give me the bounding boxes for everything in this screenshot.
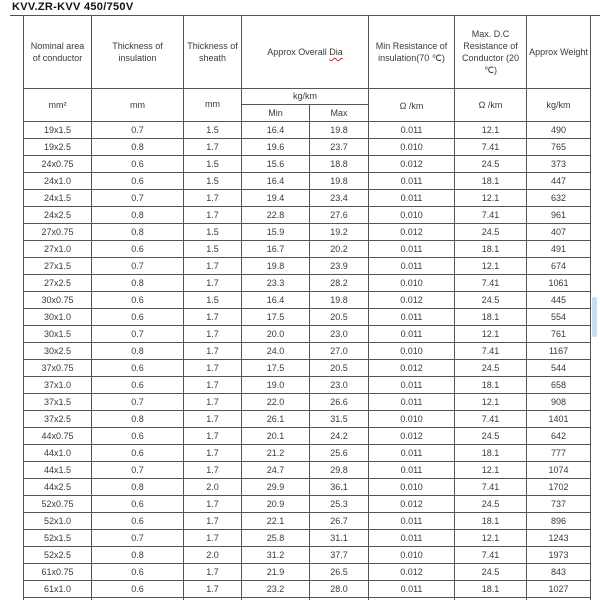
cell: 19.4 bbox=[242, 190, 310, 207]
cell: 0.010 bbox=[369, 547, 455, 564]
cell: 0.7 bbox=[92, 462, 184, 479]
table-row bbox=[24, 360, 591, 377]
cell: 44x2.5 bbox=[24, 479, 92, 496]
cell: 1.5 bbox=[184, 122, 242, 139]
cell: 18.1 bbox=[455, 241, 527, 258]
cell: 18.1 bbox=[455, 309, 527, 326]
cell: 1.7 bbox=[184, 377, 242, 394]
cell: 658 bbox=[527, 377, 591, 394]
cell: 31.5 bbox=[310, 411, 369, 428]
cell: 19.8 bbox=[310, 173, 369, 190]
cell: 24.5 bbox=[455, 156, 527, 173]
table-row bbox=[24, 207, 591, 224]
header-row bbox=[24, 16, 591, 89]
cell: 19.6 bbox=[242, 139, 310, 156]
header-insulation-thickness: Thickness of insulation bbox=[92, 16, 184, 89]
table-row bbox=[24, 462, 591, 479]
header-overall-dia-text: Approx Overall bbox=[267, 46, 327, 57]
unit-weight: kg/km bbox=[527, 89, 591, 122]
cell: 24.7 bbox=[242, 462, 310, 479]
cell: 17.5 bbox=[242, 309, 310, 326]
cell: 1.7 bbox=[184, 513, 242, 530]
cell: 1061 bbox=[527, 275, 591, 292]
cell: 407 bbox=[527, 224, 591, 241]
cell: 0.6 bbox=[92, 513, 184, 530]
table-row bbox=[24, 547, 591, 564]
cell: 0.012 bbox=[369, 360, 455, 377]
cell: 737 bbox=[527, 496, 591, 513]
cell: 1.7 bbox=[184, 207, 242, 224]
cell: 17.5 bbox=[242, 360, 310, 377]
cell: 0.012 bbox=[369, 292, 455, 309]
cell: 0.8 bbox=[92, 275, 184, 292]
cell: 12.1 bbox=[455, 258, 527, 275]
cell: 0.6 bbox=[92, 156, 184, 173]
cell: 61x0.75 bbox=[24, 564, 92, 581]
cell: 0.011 bbox=[369, 258, 455, 275]
cell: 0.011 bbox=[369, 173, 455, 190]
cell: 0.6 bbox=[92, 581, 184, 598]
cell: 1.7 bbox=[184, 445, 242, 462]
cell: 23.7 bbox=[310, 139, 369, 156]
cell: 1027 bbox=[527, 581, 591, 598]
cell: 0.010 bbox=[369, 343, 455, 360]
cell: 19x2.5 bbox=[24, 139, 92, 156]
cell: 1.5 bbox=[184, 173, 242, 190]
cell: 18.8 bbox=[310, 156, 369, 173]
cell: 1.7 bbox=[184, 530, 242, 547]
cell: 24.5 bbox=[455, 224, 527, 241]
table-row bbox=[24, 377, 591, 394]
cell: 0.6 bbox=[92, 309, 184, 326]
cell: 0.011 bbox=[369, 377, 455, 394]
cell: 1.5 bbox=[184, 292, 242, 309]
cell: 0.010 bbox=[369, 411, 455, 428]
cell: 20.9 bbox=[242, 496, 310, 513]
cell: 23.9 bbox=[310, 258, 369, 275]
cell: 7.41 bbox=[455, 479, 527, 496]
cell: 1243 bbox=[527, 530, 591, 547]
table-row bbox=[24, 190, 591, 207]
cell: 18.1 bbox=[455, 581, 527, 598]
table-body bbox=[24, 122, 591, 598]
cell: 22.8 bbox=[242, 207, 310, 224]
cell: 0.010 bbox=[369, 207, 455, 224]
cell: 16.7 bbox=[242, 241, 310, 258]
cell: 0.8 bbox=[92, 207, 184, 224]
unit-nominal-area: mm² bbox=[24, 89, 92, 122]
cell: 373 bbox=[527, 156, 591, 173]
cell: 24.5 bbox=[455, 292, 527, 309]
cell: 7.41 bbox=[455, 547, 527, 564]
cell: 37x2.5 bbox=[24, 411, 92, 428]
cell: 490 bbox=[527, 122, 591, 139]
cell: 1.7 bbox=[184, 394, 242, 411]
cell: 0.6 bbox=[92, 360, 184, 377]
cell: 24.5 bbox=[455, 360, 527, 377]
cell: 896 bbox=[527, 513, 591, 530]
cell: 27x1.0 bbox=[24, 241, 92, 258]
cell: 632 bbox=[527, 190, 591, 207]
cell: 12.1 bbox=[455, 190, 527, 207]
cell: 1.7 bbox=[184, 496, 242, 513]
cell: 0.011 bbox=[369, 581, 455, 598]
cell: 37x0.75 bbox=[24, 360, 92, 377]
unit-overall-dia: kg/km bbox=[242, 89, 369, 105]
cell: 20.5 bbox=[310, 360, 369, 377]
cell: 19.2 bbox=[310, 224, 369, 241]
cell: 1.7 bbox=[184, 462, 242, 479]
table-row bbox=[24, 258, 591, 275]
cell: 24.5 bbox=[455, 564, 527, 581]
cell: 1.5 bbox=[184, 241, 242, 258]
cell: 1.5 bbox=[184, 156, 242, 173]
units-row bbox=[24, 89, 591, 105]
cell: 843 bbox=[527, 564, 591, 581]
table-row bbox=[24, 530, 591, 547]
cell: 0.011 bbox=[369, 122, 455, 139]
table-row bbox=[24, 139, 591, 156]
cell: 0.011 bbox=[369, 190, 455, 207]
cell: 61x1.0 bbox=[24, 581, 92, 598]
cell: 0.011 bbox=[369, 530, 455, 547]
cell: 52x1.5 bbox=[24, 530, 92, 547]
cell: 26.7 bbox=[310, 513, 369, 530]
cell: 554 bbox=[527, 309, 591, 326]
cell: 20.0 bbox=[242, 326, 310, 343]
cell: 30x2.5 bbox=[24, 343, 92, 360]
cell: 16.4 bbox=[242, 173, 310, 190]
cell: 24.5 bbox=[455, 496, 527, 513]
cell: 0.6 bbox=[92, 445, 184, 462]
cell: 1.7 bbox=[184, 581, 242, 598]
cell: 0.7 bbox=[92, 326, 184, 343]
cell: 29.8 bbox=[310, 462, 369, 479]
cell: 1.7 bbox=[184, 190, 242, 207]
table-row bbox=[24, 564, 591, 581]
cell: 1.7 bbox=[184, 428, 242, 445]
cell: 27x0.75 bbox=[24, 224, 92, 241]
table-row bbox=[24, 343, 591, 360]
cell: 0.011 bbox=[369, 326, 455, 343]
scrollbar-thumb[interactable] bbox=[592, 297, 597, 337]
cell: 0.010 bbox=[369, 275, 455, 292]
cell: 26.5 bbox=[310, 564, 369, 581]
table-row bbox=[24, 241, 591, 258]
cell: 12.1 bbox=[455, 462, 527, 479]
cell: 0.6 bbox=[92, 428, 184, 445]
cell: 25.3 bbox=[310, 496, 369, 513]
cell: 27.0 bbox=[310, 343, 369, 360]
cell: 18.1 bbox=[455, 513, 527, 530]
subheader-min: Min bbox=[242, 105, 310, 122]
cell: 7.41 bbox=[455, 275, 527, 292]
cell: 19.8 bbox=[242, 258, 310, 275]
cell: 0.011 bbox=[369, 241, 455, 258]
cell: 0.8 bbox=[92, 547, 184, 564]
cell: 19.0 bbox=[242, 377, 310, 394]
cell: 0.6 bbox=[92, 241, 184, 258]
cell: 21.9 bbox=[242, 564, 310, 581]
cell: 761 bbox=[527, 326, 591, 343]
cell: 21.2 bbox=[242, 445, 310, 462]
cell: 37x1.0 bbox=[24, 377, 92, 394]
cell: 16.4 bbox=[242, 122, 310, 139]
cell: 1.7 bbox=[184, 326, 242, 343]
cell: 1.7 bbox=[184, 411, 242, 428]
unit-dc-resistance: Ω /km bbox=[455, 89, 527, 122]
cell: 37.7 bbox=[310, 547, 369, 564]
cell: 24x2.5 bbox=[24, 207, 92, 224]
cell: 0.011 bbox=[369, 309, 455, 326]
unit-min-resistance: Ω /km bbox=[369, 89, 455, 122]
unit-insulation: mm bbox=[92, 89, 184, 122]
cell: 777 bbox=[527, 445, 591, 462]
cell: 12.1 bbox=[455, 394, 527, 411]
cell: 12.1 bbox=[455, 122, 527, 139]
unit-sheath: mm bbox=[184, 89, 242, 122]
cell: 0.7 bbox=[92, 122, 184, 139]
cell: 0.7 bbox=[92, 394, 184, 411]
cell: 1.5 bbox=[184, 224, 242, 241]
cell: 24x1.0 bbox=[24, 173, 92, 190]
cell: 908 bbox=[527, 394, 591, 411]
cell: 31.2 bbox=[242, 547, 310, 564]
subheader-max: Max bbox=[310, 105, 369, 122]
header-dc-resistance: Max. D.C Resistance of Conductor (20 ℃) bbox=[455, 16, 527, 89]
cell: 0.8 bbox=[92, 479, 184, 496]
cell: 7.41 bbox=[455, 207, 527, 224]
table-row bbox=[24, 122, 591, 139]
cell: 19x1.5 bbox=[24, 122, 92, 139]
cell: 0.012 bbox=[369, 224, 455, 241]
cell: 25.8 bbox=[242, 530, 310, 547]
cell: 18.1 bbox=[455, 445, 527, 462]
cell: 30x0.75 bbox=[24, 292, 92, 309]
cell: 28.0 bbox=[310, 581, 369, 598]
page-title: KVV.ZR-KVV 450/750V bbox=[10, 0, 600, 16]
cell: 7.41 bbox=[455, 139, 527, 156]
cell: 37x1.5 bbox=[24, 394, 92, 411]
table-row bbox=[24, 445, 591, 462]
cell: 0.6 bbox=[92, 292, 184, 309]
table-row bbox=[24, 513, 591, 530]
cell: 1973 bbox=[527, 547, 591, 564]
header-min-resistance: Min Resistance of insulation(70 ℃) bbox=[369, 16, 455, 89]
table-row bbox=[24, 292, 591, 309]
cell: 24.0 bbox=[242, 343, 310, 360]
cell: 26.6 bbox=[310, 394, 369, 411]
cell: 0.6 bbox=[92, 564, 184, 581]
header-overall-dia bbox=[242, 16, 369, 89]
cell: 24.5 bbox=[455, 428, 527, 445]
table-row bbox=[24, 275, 591, 292]
cell: 12.1 bbox=[455, 326, 527, 343]
cell: 25.6 bbox=[310, 445, 369, 462]
cell: 36.1 bbox=[310, 479, 369, 496]
cell: 23.4 bbox=[310, 190, 369, 207]
cell: 20.1 bbox=[242, 428, 310, 445]
table-row bbox=[24, 224, 591, 241]
cell: 0.8 bbox=[92, 343, 184, 360]
cell: 52x1.0 bbox=[24, 513, 92, 530]
cell: 0.6 bbox=[92, 377, 184, 394]
cell: 20.2 bbox=[310, 241, 369, 258]
cell: 1.7 bbox=[184, 275, 242, 292]
cell: 16.4 bbox=[242, 292, 310, 309]
cell: 765 bbox=[527, 139, 591, 156]
cell: 544 bbox=[527, 360, 591, 377]
cell: 12.1 bbox=[455, 530, 527, 547]
cell: 44x1.5 bbox=[24, 462, 92, 479]
table-row bbox=[24, 411, 591, 428]
cell: 27.6 bbox=[310, 207, 369, 224]
cell: 29.9 bbox=[242, 479, 310, 496]
cell: 0.8 bbox=[92, 139, 184, 156]
cell: 7.41 bbox=[455, 343, 527, 360]
cell: 674 bbox=[527, 258, 591, 275]
cell: 24.2 bbox=[310, 428, 369, 445]
cell: 1167 bbox=[527, 343, 591, 360]
cell: 24x1.5 bbox=[24, 190, 92, 207]
cell: 52x2.5 bbox=[24, 547, 92, 564]
cell: 1.7 bbox=[184, 139, 242, 156]
cell: 20.5 bbox=[310, 309, 369, 326]
cell: 52x0.75 bbox=[24, 496, 92, 513]
cell: 0.7 bbox=[92, 258, 184, 275]
cell: 1074 bbox=[527, 462, 591, 479]
cell: 0.012 bbox=[369, 564, 455, 581]
cell: 1.7 bbox=[184, 360, 242, 377]
cell: 0.6 bbox=[92, 496, 184, 513]
cell: 1702 bbox=[527, 479, 591, 496]
cell: 23.0 bbox=[310, 326, 369, 343]
cell: 2.0 bbox=[184, 547, 242, 564]
cell: 491 bbox=[527, 241, 591, 258]
cell: 1.7 bbox=[184, 258, 242, 275]
cell: 0.7 bbox=[92, 190, 184, 207]
table-row bbox=[24, 394, 591, 411]
cell: 0.010 bbox=[369, 139, 455, 156]
cell: 27x1.5 bbox=[24, 258, 92, 275]
cell: 0.8 bbox=[92, 224, 184, 241]
cell: 23.3 bbox=[242, 275, 310, 292]
cell: 22.0 bbox=[242, 394, 310, 411]
cell: 447 bbox=[527, 173, 591, 190]
cell: 24x0.75 bbox=[24, 156, 92, 173]
cell: 0.7 bbox=[92, 530, 184, 547]
cell: 1.7 bbox=[184, 343, 242, 360]
cell: 30x1.0 bbox=[24, 309, 92, 326]
table-row bbox=[24, 173, 591, 190]
cell: 15.6 bbox=[242, 156, 310, 173]
cell: 0.012 bbox=[369, 496, 455, 513]
table-row bbox=[24, 479, 591, 496]
header-dia-spellcheck: Dia bbox=[329, 46, 343, 57]
cell: 0.012 bbox=[369, 156, 455, 173]
cell: 44x1.0 bbox=[24, 445, 92, 462]
cell: 26.1 bbox=[242, 411, 310, 428]
cell: 18.1 bbox=[455, 173, 527, 190]
header-sheath-thickness: Thickness of sheath bbox=[184, 16, 242, 89]
cell: 30x1.5 bbox=[24, 326, 92, 343]
table-row bbox=[24, 309, 591, 326]
cell: 961 bbox=[527, 207, 591, 224]
cell: 18.1 bbox=[455, 377, 527, 394]
cell: 0.011 bbox=[369, 513, 455, 530]
cell: 0.011 bbox=[369, 394, 455, 411]
cell: 0.011 bbox=[369, 462, 455, 479]
cable-spec-table bbox=[23, 15, 591, 600]
header-nominal-area: Nominal area of conductor bbox=[24, 16, 92, 89]
table-row bbox=[24, 428, 591, 445]
cell: 19.8 bbox=[310, 292, 369, 309]
cell: 19.8 bbox=[310, 122, 369, 139]
table-row bbox=[24, 496, 591, 513]
table-row bbox=[24, 581, 591, 598]
cell: 31.1 bbox=[310, 530, 369, 547]
cell: 23.0 bbox=[310, 377, 369, 394]
cell: 0.012 bbox=[369, 428, 455, 445]
cell: 1401 bbox=[527, 411, 591, 428]
cell: 642 bbox=[527, 428, 591, 445]
cell: 2.0 bbox=[184, 479, 242, 496]
cell: 445 bbox=[527, 292, 591, 309]
table-row bbox=[24, 156, 591, 173]
cell: 0.011 bbox=[369, 445, 455, 462]
cell: 28.2 bbox=[310, 275, 369, 292]
cell: 22.1 bbox=[242, 513, 310, 530]
cell: 0.6 bbox=[92, 173, 184, 190]
table-row bbox=[24, 326, 591, 343]
cell: 7.41 bbox=[455, 411, 527, 428]
cell: 15.9 bbox=[242, 224, 310, 241]
cell: 23.2 bbox=[242, 581, 310, 598]
cell: 0.8 bbox=[92, 411, 184, 428]
header-approx-weight: Approx Weight bbox=[527, 16, 591, 89]
cell: 0.010 bbox=[369, 479, 455, 496]
cell: 1.7 bbox=[184, 309, 242, 326]
cell: 1.7 bbox=[184, 564, 242, 581]
cell: 27x2.5 bbox=[24, 275, 92, 292]
cell: 44x0.75 bbox=[24, 428, 92, 445]
